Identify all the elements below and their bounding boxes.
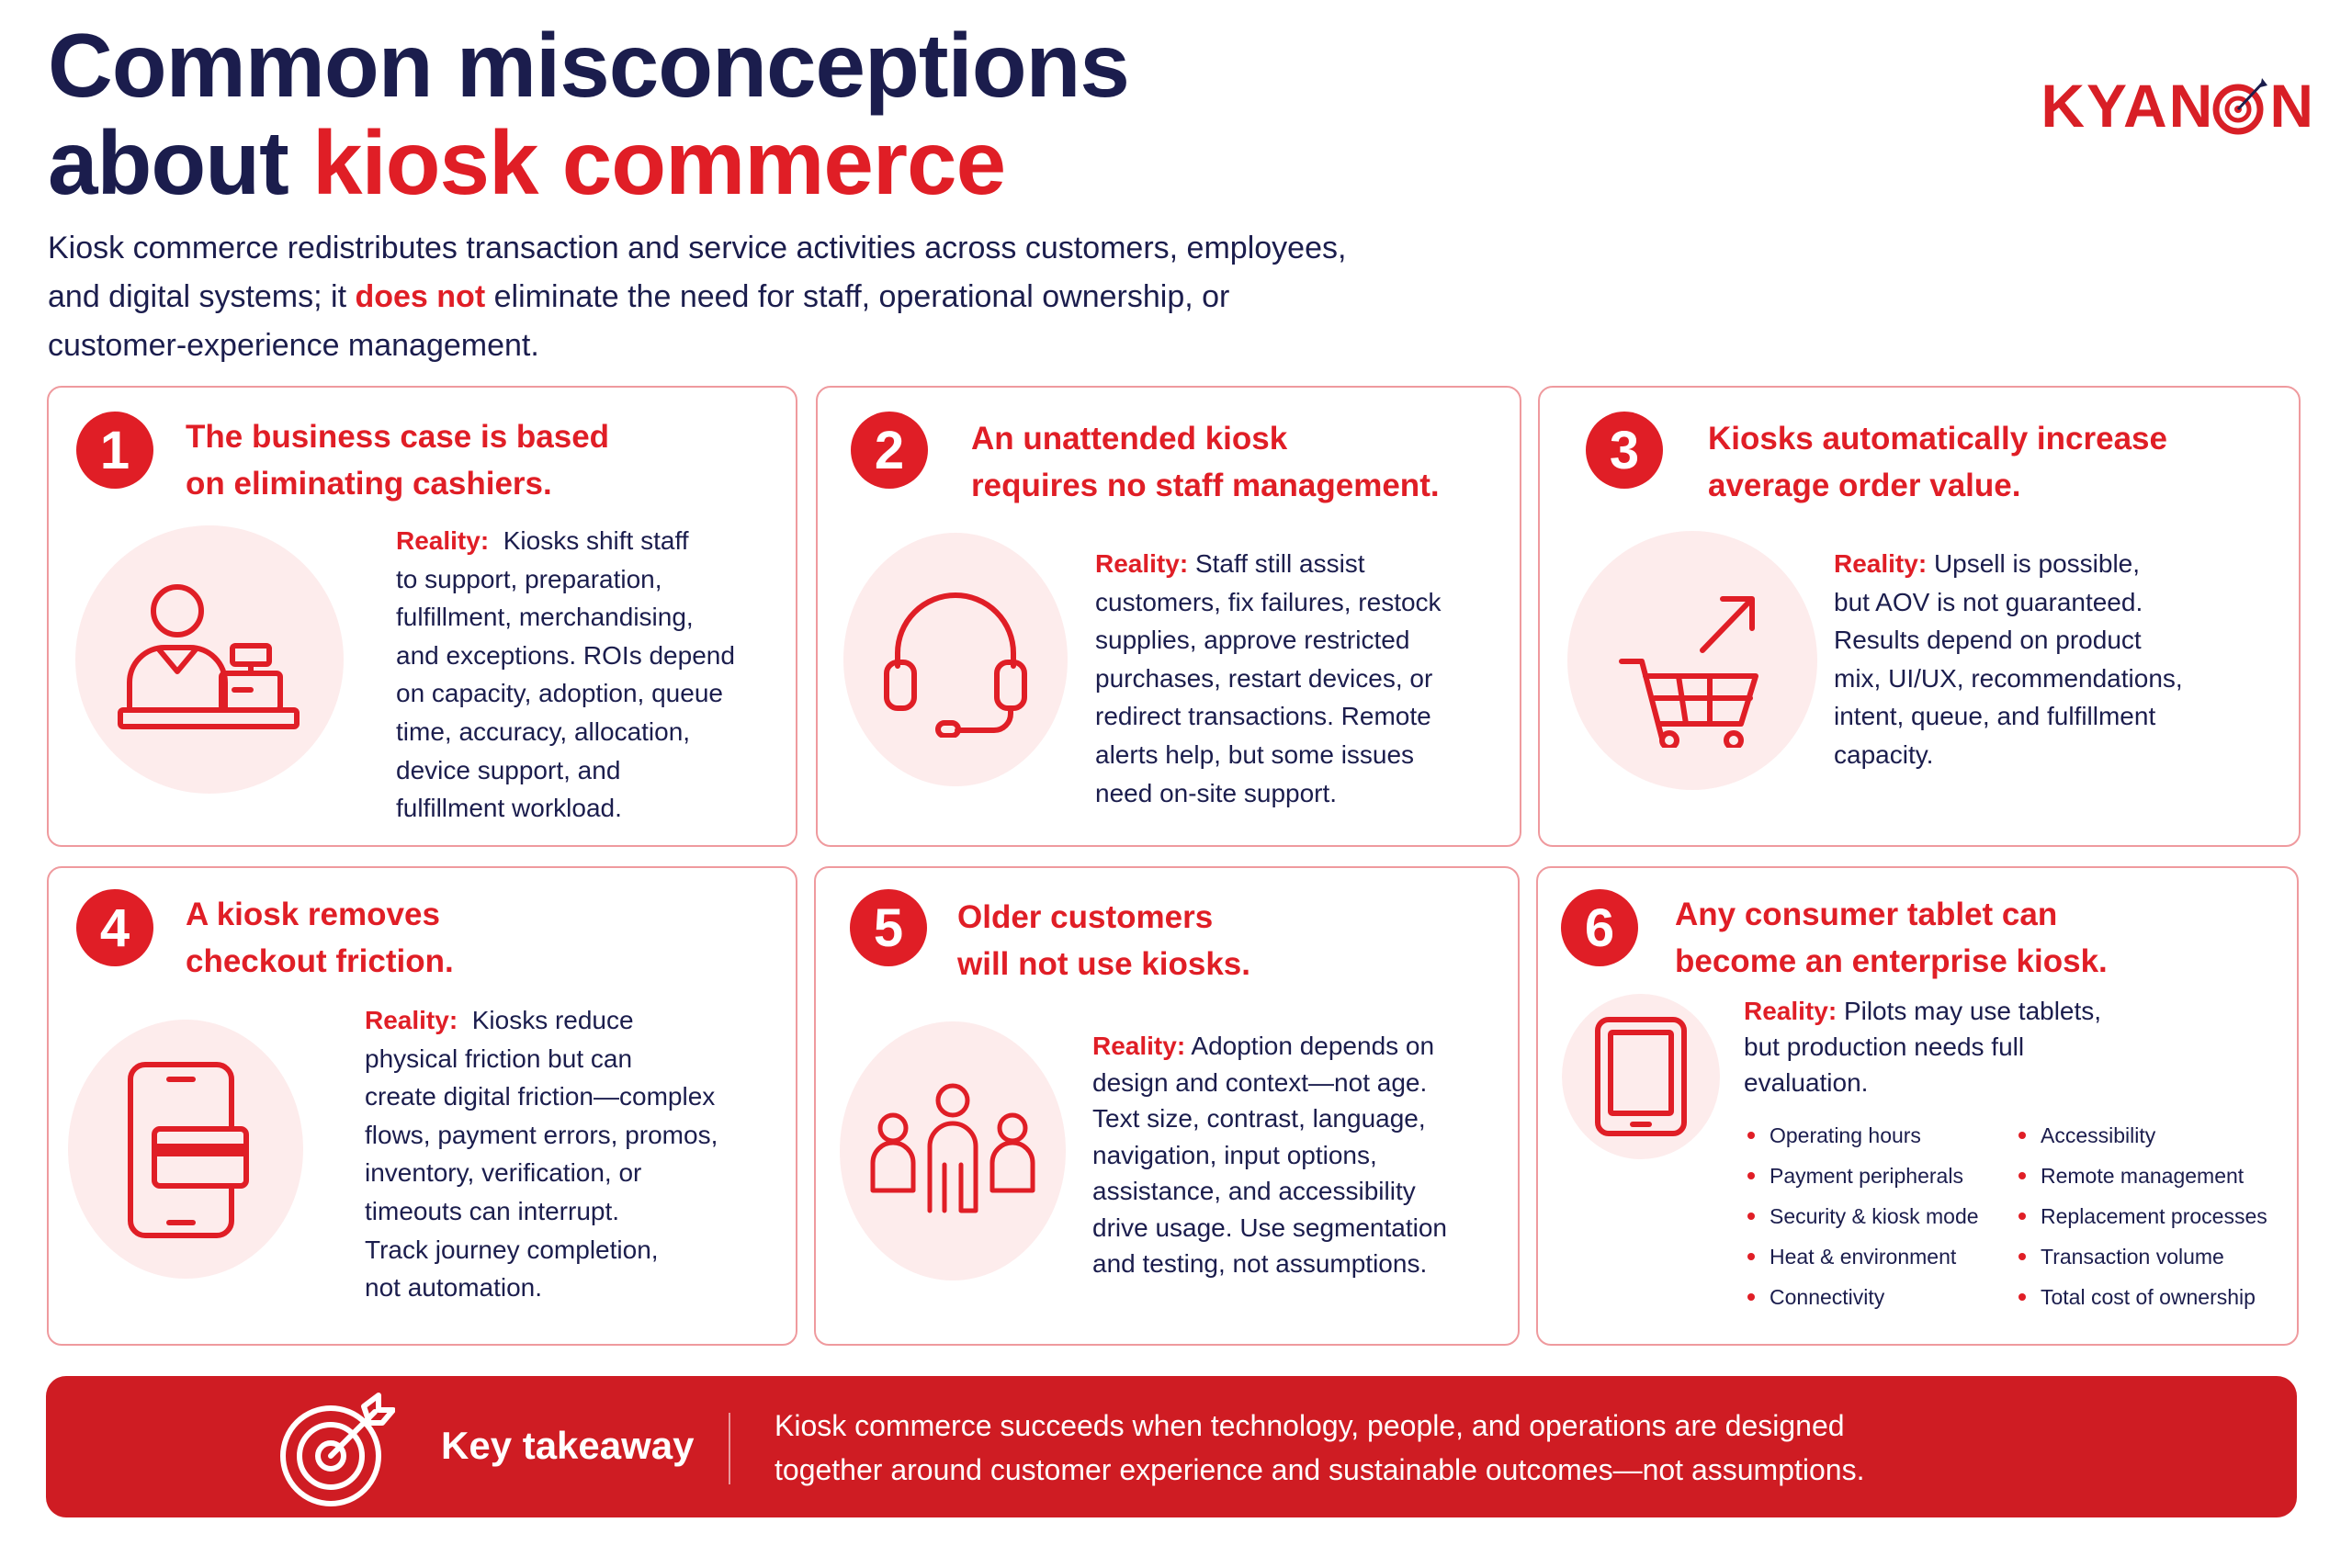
reality-line: Kiosks shift staff — [503, 526, 689, 555]
reality-line: fulfillment, merchandising, — [396, 603, 694, 632]
kyanon-logo — [2021, 46, 2315, 165]
reality-line: not automation. — [365, 1273, 543, 1303]
reality-line: fulfillment workload. — [396, 794, 622, 823]
reality-line: to support, preparation, — [396, 564, 662, 593]
reality-line: alerts help, but some issues — [1095, 739, 1415, 769]
headset-icon — [877, 581, 1034, 738]
reality-line: and testing, not assumptions. — [1092, 1249, 1428, 1278]
card-title — [1708, 415, 2167, 509]
card-number-badge: 2 — [851, 412, 928, 489]
checklist-item — [1747, 1118, 2018, 1153]
checklist-item-label: Operating hours — [1770, 1123, 1921, 1147]
card-title-line-1: An unattended kiosk — [971, 421, 1288, 457]
headset-icon-bubble — [843, 533, 1068, 786]
card-number-badge: 3 — [1586, 412, 1663, 489]
cashier-icon-bubble — [75, 525, 344, 794]
banner-divider — [729, 1413, 730, 1484]
reality-line: intent, queue, and fulfillment — [1834, 702, 2156, 731]
bullet-icon — [1747, 1253, 1755, 1260]
reality-line: supplies, approve restricted — [1095, 626, 1410, 655]
reality-line: assistance, and accessibility — [1092, 1177, 1416, 1205]
checklist-item — [2018, 1118, 2290, 1153]
reality-line: Kiosks reduce — [471, 1006, 634, 1034]
reality-label: Reality: — [1834, 549, 1928, 578]
takeaway-text — [775, 1404, 2245, 1492]
card-title — [957, 894, 1250, 987]
bullet-icon — [1747, 1213, 1755, 1220]
card-title-line-2: requires no staff management. — [971, 468, 1440, 503]
checklist-item-label: Heat & environment — [1770, 1245, 1957, 1269]
reality-line: and exceptions. ROIs depend — [396, 640, 735, 670]
checklist-item-label: Replacement processes — [2041, 1204, 2267, 1228]
reality-line: customers, fix failures, restock — [1095, 587, 1442, 616]
card-number-badge: 5 — [850, 889, 927, 966]
intro-paragraph — [48, 224, 1371, 370]
target-o-icon — [2211, 76, 2269, 135]
reality-line: inventory, verification, or — [365, 1158, 642, 1188]
checklist-item — [2018, 1199, 2290, 1234]
card-title-line-1: Any consumer tablet can — [1675, 897, 2058, 932]
reality-label: Reality: — [1092, 1032, 1186, 1060]
reality-line: Track journey completion, — [365, 1235, 659, 1264]
card-reality-text — [1834, 545, 2275, 774]
bullet-icon — [1747, 1172, 1755, 1179]
title-line-2 — [48, 114, 1129, 211]
card-reality-text — [1092, 1028, 1506, 1282]
reality-label: Reality: — [365, 1006, 458, 1034]
takeaway-line-1: Kiosk commerce succeeds when technology, people, and operations are designed — [775, 1409, 1845, 1442]
intro-part-1: Kiosk commerce redistributes transaction and service activities across customers, employees, and digital systems; it — [48, 231, 1347, 314]
card-title — [186, 891, 454, 985]
checklist-item-label: Payment peripherals — [1770, 1164, 1963, 1188]
checklist-item-label: Accessibility — [2041, 1123, 2156, 1147]
reality-line: mix, UI/UX, recommendations, — [1834, 663, 2183, 693]
logo-text-end: N — [2269, 72, 2315, 140]
checklist-item — [2018, 1280, 2290, 1314]
reality-line: on capacity, adoption, queue — [396, 679, 723, 708]
phone-card-icon — [121, 1057, 250, 1241]
evaluation-checklist — [1747, 1118, 2290, 1314]
people-group-icon — [865, 1082, 1040, 1220]
checklist-item-label: Security & kiosk mode — [1770, 1204, 1979, 1228]
reality-line: navigation, input options, — [1092, 1140, 1377, 1169]
card-reality-text — [365, 1001, 787, 1307]
bullet-icon — [1747, 1132, 1755, 1139]
title-accent: kiosk commerce — [311, 112, 1006, 213]
card-number-badge: 1 — [76, 412, 153, 489]
card-reality-text — [1095, 545, 1499, 812]
card-title-line-1: Older customers — [957, 899, 1214, 935]
reality-line: physical friction but can — [365, 1043, 633, 1073]
reality-line: but AOV is not guaranteed. — [1834, 587, 2143, 616]
card-title-line-2: checkout friction. — [186, 943, 454, 979]
reality-line: device support, and — [396, 755, 621, 784]
card-title-line-1: A kiosk removes — [186, 897, 440, 932]
target-arrow-icon — [276, 1392, 395, 1511]
people-icon-bubble — [840, 1021, 1066, 1280]
reality-label: Reality: — [1744, 997, 1838, 1025]
checklist-item — [1747, 1239, 2018, 1274]
reality-line: Adoption depends on — [1191, 1032, 1435, 1060]
cart-growth-icon — [1614, 573, 1770, 748]
reality-line: but production needs full — [1744, 1032, 2025, 1061]
checklist-item — [1747, 1280, 2018, 1314]
checklist-item — [2018, 1239, 2290, 1274]
cart-icon-bubble — [1567, 531, 1817, 790]
cashier-icon — [113, 581, 306, 738]
reality-line: capacity. — [1834, 739, 1934, 769]
bullet-icon — [2018, 1253, 2026, 1260]
card-title — [1675, 891, 2108, 985]
title-prefix: about — [48, 112, 312, 213]
phone-icon-bubble — [68, 1020, 303, 1279]
reality-line: redirect transactions. Remote — [1095, 702, 1431, 731]
card-title — [186, 413, 609, 507]
reality-line: drive usage. Use segmentation — [1092, 1213, 1447, 1242]
reality-line: need on-site support. — [1095, 778, 1338, 807]
reality-line: flows, payment errors, promos, — [365, 1120, 718, 1149]
intro-accent: does not — [355, 279, 486, 314]
bullet-icon — [2018, 1213, 2026, 1220]
card-title-line-2: become an enterprise kiosk. — [1675, 943, 2108, 979]
reality-line: create digital friction—complex — [365, 1082, 716, 1111]
card-number-badge: 6 — [1561, 889, 1638, 966]
card-reality-text — [1744, 993, 2157, 1100]
reality-line: Upsell is possible, — [1933, 549, 2141, 578]
checklist-item-label: Connectivity — [1770, 1285, 1885, 1309]
checklist-item-label: Transaction volume — [2041, 1245, 2224, 1269]
tablet-icon — [1592, 1014, 1690, 1139]
reality-line: purchases, restart devices, or — [1095, 663, 1433, 693]
title-line-1: Common misconceptions — [48, 15, 1129, 116]
card-title-line-2: average order value. — [1708, 468, 2021, 503]
reality-line: timeouts can interrupt. — [365, 1196, 620, 1225]
bullet-icon — [2018, 1132, 2026, 1139]
reality-line: design and context—not age. — [1092, 1067, 1428, 1097]
card-title — [971, 415, 1440, 509]
card-title-line-2: on eliminating cashiers. — [186, 466, 552, 502]
reality-line: Staff still assist — [1194, 549, 1365, 578]
page-title — [48, 17, 1129, 211]
reality-label: Reality: — [1095, 549, 1189, 578]
reality-line: Results depend on product — [1834, 626, 2142, 655]
reality-line: Text size, contrast, language, — [1092, 1104, 1426, 1133]
bullet-icon — [2018, 1293, 2026, 1301]
checklist-item — [1747, 1199, 2018, 1234]
reality-label: Reality: — [396, 526, 490, 555]
intro-part-2: eliminate the need for staff, operational ownership, or customer-experience management. — [48, 279, 1230, 363]
bullet-icon — [1747, 1293, 1755, 1301]
logo-text: KYAN — [2041, 72, 2215, 140]
takeaway-label: Key takeaway — [441, 1424, 695, 1467]
card-title-line-1: Kiosks automatically increase — [1708, 421, 2167, 457]
bullet-icon — [2018, 1172, 2026, 1179]
checklist-item — [1747, 1158, 2018, 1193]
checklist-item-label: Remote management — [2041, 1164, 2245, 1188]
reality-line: Pilots may use tablets, — [1843, 997, 2102, 1025]
checklist-item-label: Total cost of ownership — [2041, 1285, 2256, 1309]
reality-line: evaluation. — [1744, 1068, 1869, 1097]
checklist-item — [2018, 1158, 2290, 1193]
reality-line: time, accuracy, allocation, — [396, 716, 691, 746]
card-title-line-1: The business case is based — [186, 419, 610, 455]
card-reality-text — [396, 522, 773, 828]
card-title-line-2: will not use kiosks. — [957, 946, 1250, 982]
takeaway-line-2: together around customer experience and sustainable outcomes—not assumptions. — [775, 1453, 1865, 1486]
tablet-icon-bubble — [1562, 994, 1720, 1159]
card-number-badge: 4 — [76, 889, 153, 966]
